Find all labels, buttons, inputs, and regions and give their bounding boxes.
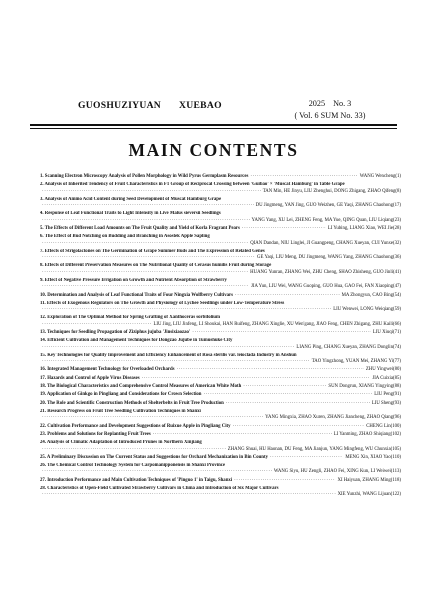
entry-title: 16. Integrated Management Technology for Overloaded Orchards xyxy=(40,367,175,373)
contents-entry xyxy=(40,174,401,180)
leader-dots xyxy=(250,174,357,180)
leader-dots xyxy=(42,255,255,261)
contents-entry xyxy=(40,376,401,382)
contents-entry xyxy=(40,455,401,461)
entry-authors-page: CHENG Lin(100) xyxy=(366,423,401,429)
entry-title: 21. Research Progress on Fruit Tree Seedling Cultivation Techniques in Shanxi xyxy=(40,409,201,415)
entry-authors-page: LIU Xiuqi(71) xyxy=(372,329,401,335)
header-rule-thin xyxy=(30,128,397,129)
contents-entry xyxy=(40,463,401,475)
entry-authors-page: JIA Cuixia(85) xyxy=(372,375,401,381)
contents-list xyxy=(40,174,401,501)
issue-year: 2025 xyxy=(308,99,326,108)
entry-title: 8. Effects of Different Preservation Measures on The Nutritional Quality of Cerasus humilis Fruit during Storage xyxy=(40,263,272,269)
leader-dots xyxy=(243,384,326,390)
page-title: MAIN CONTENTS xyxy=(128,140,299,160)
leader-dots xyxy=(192,330,371,336)
entry-authors-page: SUN Dongrun, XIANG Yingying(88) xyxy=(328,384,401,390)
issue-info xyxy=(285,98,375,122)
issue-number: No. 3 xyxy=(333,99,352,108)
leader-dots xyxy=(42,189,261,195)
contents-entry xyxy=(40,384,401,390)
leader-dots xyxy=(42,345,294,351)
leader-dots xyxy=(270,455,343,461)
entry-title: 3. Analysis of Amino Acid Content during Seed Development of Muscat Hamburg Grape xyxy=(40,196,222,202)
contents-entry xyxy=(40,330,401,336)
leader-dots xyxy=(42,241,248,247)
entry-title: 23. Problems and Solutions for Replanting Fruit Trees xyxy=(40,432,151,437)
entry-authors-page: LIU Sheng(93) xyxy=(371,400,401,406)
entry-authors-page: ZHU Yingwei(80) xyxy=(365,367,401,373)
leader-dots xyxy=(42,307,331,313)
leader-dots xyxy=(42,447,226,453)
contents-entry xyxy=(40,301,401,313)
leader-dots xyxy=(42,284,249,290)
entry-authors-page: XI Haiyuan, ZHANG Ming(118) xyxy=(337,477,401,483)
contents-entry xyxy=(40,392,401,398)
contents-entry xyxy=(40,293,401,299)
leader-dots xyxy=(42,322,151,328)
entry-authors-page: LIU Peng(91) xyxy=(374,392,401,398)
contents-entry xyxy=(40,234,401,246)
leader-dots xyxy=(42,492,336,498)
contents-entry xyxy=(40,367,401,373)
contents-entry xyxy=(40,478,401,484)
entry-title: 13. Techniques for Seedling Propagation of Ziziphus jujuba 'Jinsixiaozao' xyxy=(40,329,191,335)
leader-dots xyxy=(233,424,365,430)
leader-dots xyxy=(203,392,372,398)
contents-entry xyxy=(40,249,401,261)
entry-title: 1. Scanning Electron Microscopy Analysis of Pollen Morphology in Wild Pyrus Germplasm Resources xyxy=(40,174,249,179)
entry-authors-page: MA Zhongyun, CAO Bing(54) xyxy=(341,292,401,298)
entry-title: 15. Key Technologies for Quality Improvement and Efficiency Enhancement of Rosa sterilis var. leioclada Industry in Anshun xyxy=(40,352,297,358)
entry-authors-page: JIA Yun, LIU Wei, WANG Guoping, GUO Hua, GAO Fei, FAN Xiaoping(47) xyxy=(251,284,401,290)
leader-dots xyxy=(42,415,263,421)
contents-entry xyxy=(40,440,401,452)
entry-authors-page: DU Jingmeng, YAN Jing, GUO Weizhen, GE Yaqi, ZHANG Chaohong(17) xyxy=(255,203,401,209)
contents-entry xyxy=(40,409,401,421)
header-rule-thick xyxy=(30,124,397,126)
entry-authors-page: LI Yubing, LIANG Xiao, WEI Jie(28) xyxy=(327,225,401,231)
entry-title: 17. Hazards and Control of Apple Virus Diseases xyxy=(40,375,140,381)
entry-authors-page: LI Yanming, ZHAO Shiqiang(102) xyxy=(333,432,401,437)
entry-title: 26. The Chemical Control Technology System for Carpoinanipponensis in Shanxi Province xyxy=(40,463,226,469)
leader-dots xyxy=(153,432,332,438)
entry-authors-page: TAN Min, HE Jinyu, LIU Zhenghui, DONG Zhigang, ZHAO Qifeng(8) xyxy=(262,188,401,194)
journal-name xyxy=(78,100,222,111)
leader-dots xyxy=(234,478,335,484)
leader-dots xyxy=(42,359,310,365)
entry-authors-page: TAO Yingzhong, YUAN Mei, ZHANG Yi(77) xyxy=(311,359,401,365)
entry-title: 25. A Preliminary Discussion on The Current Status and Suggestions for Orchard Mechanization in Bin County xyxy=(40,454,268,460)
entry-authors-page: WANG Siyu, HU Zengli, ZHAO Fei, XING Kun, LI Weiwei(113) xyxy=(273,469,401,475)
entry-title: 27. Introduction Performance and Main Cultivation Techniques of 'Pinguo 1' in Taigu, Shanxi xyxy=(40,477,233,483)
entry-title: 19. Application of Ginkgo in Pingliang and Considerations for Crown Selection xyxy=(40,392,202,398)
contents-entry xyxy=(40,353,401,365)
entry-title: 7. Effects of Strigolactones on The Germination of Grape Summer Buds and The Expression of Related Genes xyxy=(40,248,265,254)
contents-entry xyxy=(40,338,401,350)
entry-title: 14. Efficient Cultivation and Management Techniques for Dongzao Jujube in Tumushuke City xyxy=(40,338,233,344)
entry-authors-page: LIU Jing, LIU Jinfeng, LI Shoukai, HAN Ruifeng, ZHANG Xinglie, XU Wen'gang, JIAO Feng, CHEN Zhigang, ZHU Kaili(66) xyxy=(153,321,401,327)
leader-dots xyxy=(42,203,254,209)
contents-entry xyxy=(40,278,401,290)
contents-entry xyxy=(40,486,401,498)
entry-title: 2. Analysis of Inherited Tendency of Fruit Characteristics in F1 Group of Reciprocal Crossing between 'Guibao' × 'Muscat Hamburg' in Table Grape xyxy=(40,182,345,188)
contents-entry xyxy=(40,226,401,232)
entry-authors-page: LIANG Ping, CHANG Xueyan, ZHANG Donglin(74) xyxy=(296,344,401,350)
entry-authors-page: HUANG Yunran, ZHANG Wei, ZHU Cheng, SHAO Zhisheng, GUO Jinli(41) xyxy=(250,269,401,275)
entry-authors-page: MENG Xin, XIAO Yao(110) xyxy=(345,454,401,460)
entry-title: 18. The Biological Characteristics and Comprehensive Control Measures of American White Moth xyxy=(40,384,242,390)
contents-entry xyxy=(40,211,401,223)
entry-authors-page: GE Yaqi, LIU Meng, DU Jingmeng, WANG Yang, ZHANG Chaohong(36) xyxy=(257,255,401,261)
journal-name-right: XUEBAO xyxy=(179,100,222,111)
entry-title: 10. Determination and Analysis of Leaf Functional Traits of Four Ningxia Wolfberry Cultivars xyxy=(40,292,233,298)
contents-entry xyxy=(40,424,401,430)
leader-dots xyxy=(177,367,364,373)
entry-title: 9. Effect of Negative Pressure Irrigation on Growth and Nutrient Absorption of Strawberry xyxy=(40,277,227,283)
entry-authors-page: YANG Mingxia, ZHAO Xuren, ZHANG Jiancheng, ZHAO Qiang(96) xyxy=(265,415,401,421)
leader-dots xyxy=(42,218,250,224)
contents-entry xyxy=(40,197,401,209)
leader-dots xyxy=(235,293,340,299)
contents-entry xyxy=(40,182,401,194)
contents-entry xyxy=(40,432,401,438)
issue-volume: ( Vol. 6 SUM No. 33) xyxy=(294,111,366,120)
entry-title: 22. Cultivation Performance and Development Suggestions of Ruixue Apple in Pingliang City xyxy=(40,423,231,429)
leader-dots xyxy=(226,401,370,407)
entry-authors-page: ZHANG Shuai, HU Haonan, DU Feng, MA Jianjun, YANG Mingfeng, WU Chunxia(105) xyxy=(227,446,401,452)
entry-title: 5. The Effects of Different Load Amounts on The Fruit Quality and Yield of Korla Fragrant Pears xyxy=(40,225,240,231)
entry-authors-page: QIAN Dandan, NIU Linglei, JI Guangpeng, CHANG Xueyan, CUI Yunxe(32) xyxy=(250,240,401,246)
entry-title: 20. The Role and Scientific Construction Methods of Shelterbelts in Fruit Tree Production xyxy=(40,400,224,406)
entry-title: 4. Response of Leaf Functional Traits to Light Intensity in Live Malus sieversii Seedlings xyxy=(40,211,221,217)
contents-entry xyxy=(40,315,401,327)
entry-authors-page: XIE Yunzhi, WANG Lijuan(122) xyxy=(337,492,401,498)
entry-title: 12. Exploration of The Optimal Method for Spring Grafting of Xanthoceras sorbifolium xyxy=(40,315,220,321)
entry-authors-page: WANG Wencheng(1) xyxy=(359,174,401,179)
leader-dots xyxy=(142,376,371,382)
entry-authors-page: LIU Wenwei, LONG Weiqiang(59) xyxy=(333,307,401,313)
contents-entry xyxy=(40,263,401,275)
entry-title: 28. Characteristics of Open-Field Cultivated Strawberry Cultivars in China and Introduction of Six Major Cultivars xyxy=(40,486,279,492)
leader-dots xyxy=(42,469,272,475)
leader-dots xyxy=(42,270,248,276)
entry-title: 24. Analysis of Climatic Adaptation of Introduced Prunes in Northern Xinjiang xyxy=(40,440,202,446)
entry-title: 6. The Effect of Bud Notching on Budding and Branching in Asostek Apple Sapling xyxy=(40,234,210,240)
contents-entry xyxy=(40,401,401,407)
entry-title: 11. Effects of Exogenous Regulators on The Growth and Physiology of Lychee Seedlings under Low-Temperature Stress xyxy=(40,300,285,306)
leader-dots xyxy=(242,226,326,232)
journal-name-left: GUOSHUZIYUAN xyxy=(78,100,162,111)
entry-authors-page: YANG Yang, XU Lei, ZHENG Feng, MA Yue, QING Quan, LIU Liqiang(23) xyxy=(251,217,401,223)
